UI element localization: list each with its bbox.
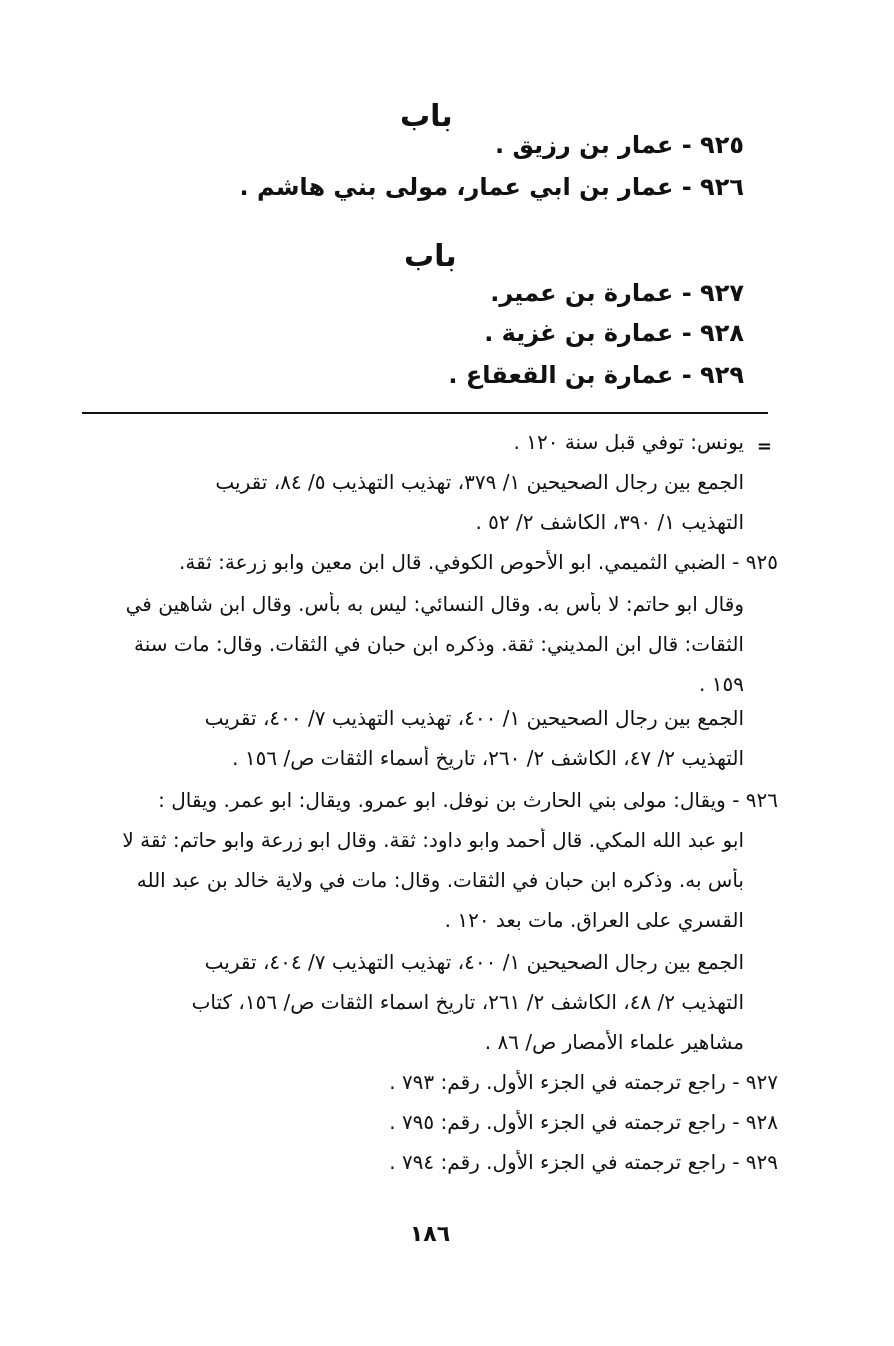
footnote-line: الجمع بين رجال الصحيحين ١/ ٣٧٩، تهذيب التهذيب ٥/ ٨٤، تقريب [215, 470, 744, 494]
entry-925: ٩٢٥ - عمار بن رزيق . [494, 131, 744, 159]
footnote-line: ابو عبد الله المكي. قال أحمد وابو داود: ثقة. وقال ابو زرعة وابو حاتم: ثقة لا [122, 828, 744, 852]
footnote-line: ٩٢٥ - الضبي الثميمي. ابو الأحوص الكوفي. قال ابن معين وابو زرعة: ثقة. [179, 550, 778, 574]
footnote-line: يونس: توفي قبل سنة ١٢٠ . [513, 430, 744, 454]
page-number: ١٨٦ [409, 1222, 451, 1247]
section-heading: باب [404, 239, 457, 274]
footnote-line: التهذيب ١/ ٣٩٠، الكاشف ٢/ ٥٢ . [475, 510, 744, 534]
entry-928: ٩٢٨ - عمارة بن غزية . [484, 319, 744, 347]
entry-926: ٩٢٦ - عمار بن ابي عمار، مولى بني هاشم . [239, 173, 744, 201]
footnote-line: الثقات: قال ابن المديني: ثقة. وذكره ابن حبان في الثقات. وقال: مات سنة [134, 632, 744, 656]
footnote-separator [82, 412, 768, 414]
footnote-line: الجمع بين رجال الصحيحين ١/ ٤٠٠، تهذيب التهذيب ٧/ ٤٠٠، تقريب [204, 706, 744, 730]
footnote-line: الجمع بين رجال الصحيحين ١/ ٤٠٠، تهذيب التهذيب ٧/ ٤٠٤، تقريب [204, 950, 744, 974]
entry-927: ٩٢٧ - عمارة بن عمير. [490, 279, 744, 307]
footnote-line: بأس به. وذكره ابن حبان في الثقات. وقال: مات في ولاية خالد بن عبد الله [136, 868, 744, 892]
footnote-continuation-mark: = [756, 436, 772, 457]
entry-929: ٩٢٩ - عمارة بن القعقاع . [448, 361, 744, 389]
footnote-line: ٩٢٧ - راجع ترجمته في الجزء الأول. رقم: ٧٩٣ . [389, 1070, 778, 1094]
footnote-line: مشاهير علماء الأمصار ص/ ٨٦ . [484, 1030, 744, 1054]
footnote-line: القسري على العراق. مات بعد ١٢٠ . [444, 908, 744, 932]
footnote-line: ٩٢٦ - ويقال: مولى بني الحارث بن نوفل. ابو عمرو. ويقال: ابو عمر. ويقال : [158, 788, 778, 812]
footnote-line: ١٥٩ . [699, 672, 744, 696]
footnote-line: ٩٢٨ - راجع ترجمته في الجزء الأول. رقم: ٧٩٥ . [389, 1110, 778, 1134]
footnote-line: التهذيب ٢/ ٤٨، الكاشف ٢/ ٢٦١، تاريخ اسماء الثقات ص/ ١٥٦، كتاب [191, 990, 744, 1014]
footnote-line: التهذيب ٢/ ٤٧، الكاشف ٢/ ٢٦٠، تاريخ أسماء الثقات ص/ ١٥٦ . [232, 746, 744, 770]
footnote-line: وقال ابو حاتم: لا بأس به. وقال النسائي: ليس به بأس. وقال ابن شاهين في [125, 592, 744, 616]
section-heading: باب [400, 99, 453, 134]
footnote-line: ٩٢٩ - راجع ترجمته في الجزء الأول. رقم: ٧٩٤ . [389, 1150, 778, 1174]
